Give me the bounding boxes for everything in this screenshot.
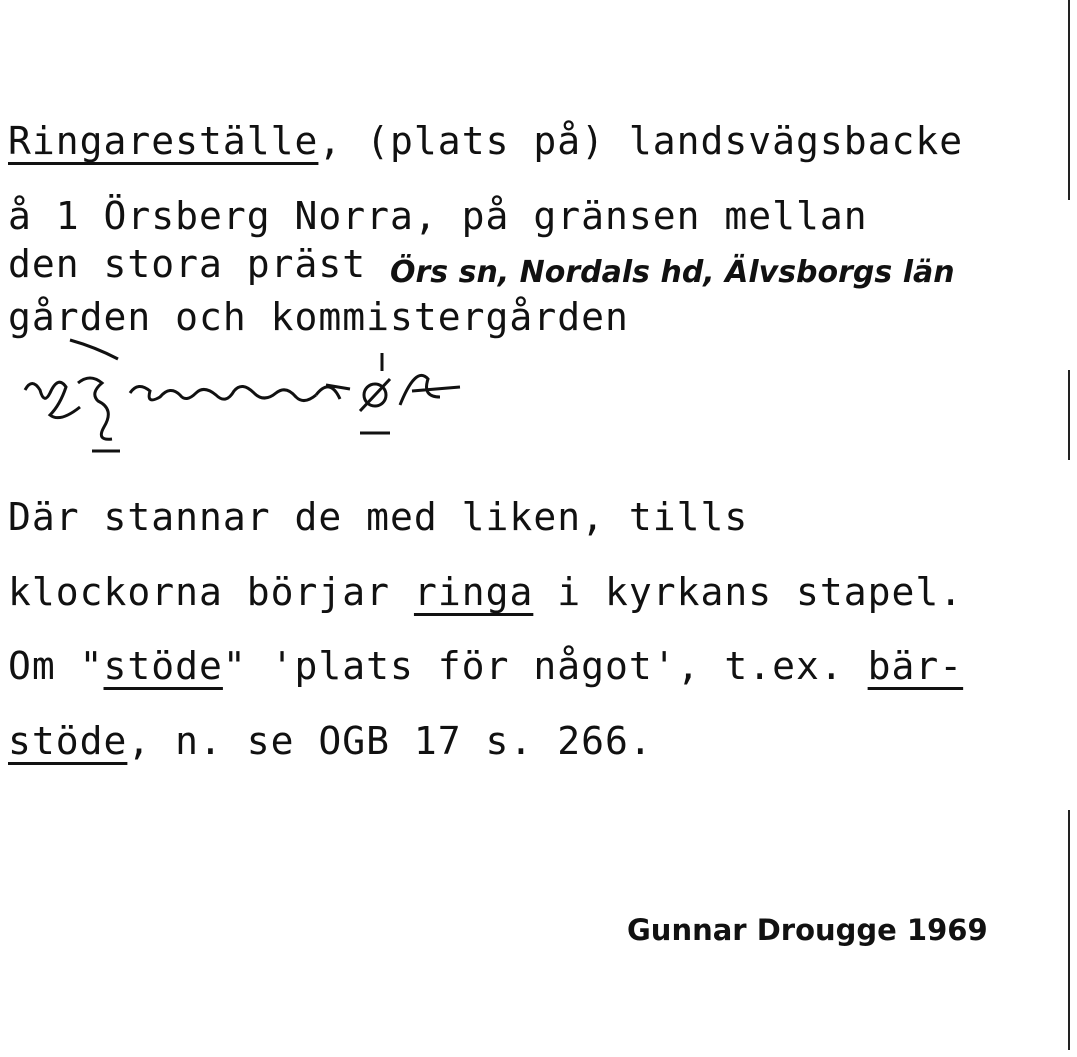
entry-line-7 xyxy=(8,644,964,688)
underlined-word: stöde xyxy=(8,719,128,763)
underlined-word: bär- xyxy=(867,644,964,688)
parish-stamp: Örs sn, Nordals hd, Älvsborgs län xyxy=(390,255,955,290)
underlined-word: stöde xyxy=(103,644,223,688)
entry-line-2: å 1 Örsberg Norra, på gränsen mellan xyxy=(8,194,868,238)
headword-definition: , (plats på) landsvägsbacke xyxy=(318,119,964,163)
line-6-text-end: i kyrkans stapel. xyxy=(533,570,964,614)
line-7-middle: " 'plats för något', t.ex. xyxy=(222,644,868,688)
phonetic-transcription xyxy=(20,335,500,455)
card-edge-line xyxy=(1068,0,1070,200)
entry-line-3: den stora präst xyxy=(8,242,367,286)
entry-line-8 xyxy=(8,719,653,763)
line-7-text: Om " xyxy=(8,644,104,688)
headword: Ringareställe xyxy=(8,119,319,163)
entry-line-5: Där stannar de med liken, tills xyxy=(8,495,749,539)
card-edge-line xyxy=(1068,810,1070,1050)
signature: Gunnar Drougge 1969 xyxy=(627,913,988,947)
entry-line-1 xyxy=(8,119,964,163)
entry-line-6 xyxy=(8,570,964,614)
underlined-word: ringa xyxy=(413,570,534,614)
line-8-text: , n. se OGB 17 s. 266. xyxy=(127,719,653,763)
line-6-text: klockorna börjar xyxy=(8,570,414,614)
card-edge-line xyxy=(1068,370,1070,460)
entry-line-4: gården och kommistergården xyxy=(8,295,629,339)
